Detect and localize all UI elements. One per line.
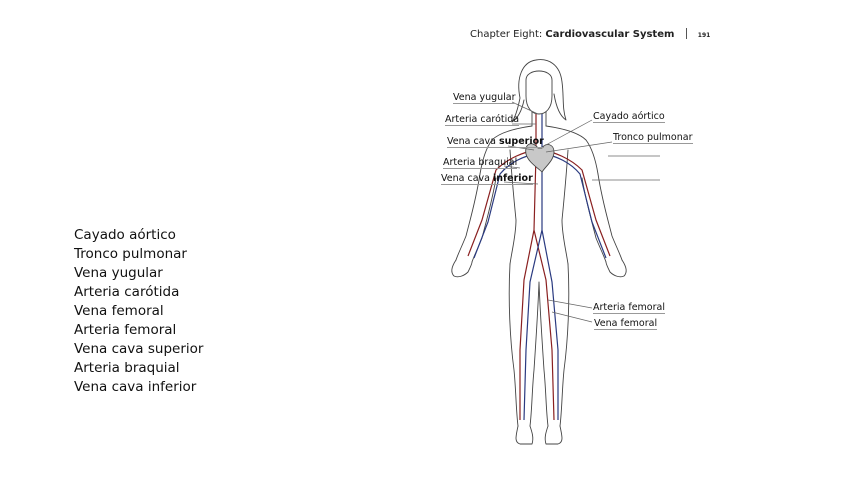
label-vena-cava-inferior-b: inferior bbox=[493, 173, 533, 184]
label-tronco-pulmonar: Tronco pulmonar bbox=[613, 132, 693, 143]
word-list-item: Cayado aórtico bbox=[74, 227, 176, 243]
label-vena-cava-inferior-a: Vena cava bbox=[441, 173, 490, 184]
header-divider bbox=[686, 28, 687, 39]
right-hand-outline bbox=[606, 260, 626, 277]
word-list-item: Arteria carótida bbox=[74, 284, 180, 300]
head-outline bbox=[526, 71, 552, 114]
word-list-item: Vena cava superior bbox=[74, 341, 204, 357]
chapter-header bbox=[470, 28, 710, 40]
label-vena-yugular: Vena yugular bbox=[453, 92, 516, 103]
chapter-prefix: Chapter Eight: bbox=[470, 29, 543, 40]
label-arteria-braquial: Arteria braquial bbox=[443, 157, 518, 168]
word-list-item: Tronco pulmonar bbox=[74, 246, 187, 262]
label-vena-cava-superior bbox=[447, 136, 544, 148]
label-arteria-femoral: Arteria femoral bbox=[593, 302, 665, 313]
chapter-title: Cardiovascular System bbox=[545, 29, 675, 40]
word-list-item: Vena cava inferior bbox=[74, 379, 197, 395]
label-vena-cava-inferior bbox=[441, 173, 533, 185]
left-arm-outline bbox=[456, 174, 496, 262]
label-arteria-carotida: Arteria carótida bbox=[445, 114, 520, 125]
word-list-item: Arteria femoral bbox=[74, 322, 177, 338]
word-list bbox=[74, 226, 203, 397]
label-vena-cava-superior-b: superior bbox=[499, 136, 544, 147]
label-cayado-aortico: Cayado aórtico bbox=[593, 111, 665, 122]
label-vena-cava-superior-a: Vena cava bbox=[447, 136, 496, 147]
word-list-item: Vena yugular bbox=[74, 265, 163, 281]
word-list-item: Arteria braquial bbox=[74, 360, 180, 376]
left-hand-outline bbox=[452, 260, 472, 277]
label-vena-femoral: Vena femoral bbox=[594, 318, 658, 329]
hair-outline bbox=[512, 60, 566, 122]
page-number: 191 bbox=[697, 32, 711, 39]
legs-outline bbox=[509, 264, 569, 426]
word-list-item: Vena femoral bbox=[74, 303, 164, 319]
feet-outline bbox=[516, 426, 562, 444]
